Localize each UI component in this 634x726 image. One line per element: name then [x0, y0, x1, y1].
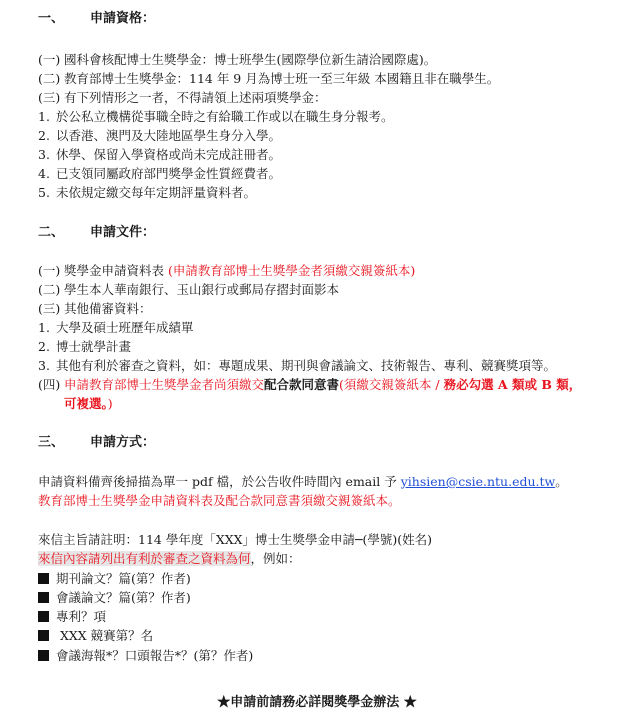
list-item: (三) 其他備審資料：	[38, 301, 152, 316]
list-item: 3. 休學、保留入學資格或尚未完成註冊者。	[38, 147, 282, 162]
list-item-matching-fund: (四) 申請教育部博士生獎學金者尚須繳交配合款同意書(須繳交親簽紙本 / 務必勾選 A 類或 B 類，	[38, 377, 582, 392]
list-item: 會議海報*？口頭報告*？(第？作者)	[38, 647, 253, 665]
list-item: 2. 以香港、澳門及大陸地區學生身分入學。	[38, 128, 282, 143]
list-item: 期刊論文？篇(第？作者)	[38, 570, 191, 588]
submission-instruction: 申請資料備齊後掃描為單一 pdf 檔，於公告收件時間內 email 予 yihsien@csie.ntu.edu.tw。	[38, 474, 568, 489]
list-item: 4. 已支領同屬政府部門獎學金性質經費者。	[38, 166, 282, 181]
signed-copy-note: (申請教育部博士生獎學金者須繳交親簽紙本)	[168, 263, 416, 278]
footer-reminder: ★申請前請務必詳閱獎學金辦法 ★	[217, 695, 417, 710]
list-item-continuation: 可複選。)	[64, 396, 113, 411]
section-number: 二、	[38, 225, 65, 240]
list-item: (二) 教育部博士生獎學金：114 年 9 月為博士班一至三年級 本國籍且非在職學生。	[38, 71, 500, 86]
square-bullet-icon	[38, 573, 49, 584]
list-item: 1. 大學及碩士班歷年成績單	[38, 320, 194, 335]
square-bullet-icon	[38, 630, 49, 641]
list-item: 3. 其他有利於審查之資料，如：專題成果、期刊與會議論文、技術報告、專利、競賽獎項等。	[38, 358, 557, 373]
section-heading-documents	[38, 224, 155, 242]
list-item: 專利？項	[38, 608, 106, 626]
section-heading-eligibility	[38, 10, 155, 28]
subject-instruction: 來信主旨請註明：114 學年度「XXX」博士生獎學金申請─(學號)(姓名)	[38, 532, 433, 547]
list-item: (一) 國科會核配博士生獎學金：博士班學生(國際學位新生請洽國際處)。	[38, 52, 437, 67]
list-item: XXX 競賽第？名	[38, 627, 153, 645]
list-item: (三) 有下列情形之一者，不得請領上述兩項獎學金：	[38, 90, 327, 105]
section-number: 一、	[38, 11, 65, 26]
section-title: 申請方式：	[90, 435, 156, 450]
square-bullet-icon	[38, 650, 49, 661]
signed-copy-notice: 教育部博士生獎學金申請資料表及配合款同意書須繳交親簽紙本。	[38, 493, 401, 508]
section-number: 三、	[38, 435, 65, 450]
section-heading-method	[38, 434, 155, 452]
list-item: 2. 博士就學計畫	[38, 339, 132, 354]
content-instruction: 來信內容請列出有利於審查之資料為何，例如：	[38, 551, 301, 566]
square-bullet-icon	[38, 611, 49, 622]
list-item: (一) 獎學金申請資料表 (申請教育部博士生獎學金者須繳交親簽紙本)	[38, 263, 416, 278]
section-title: 申請資格：	[90, 11, 156, 26]
list-item: 1. 於公私立機構從事職全時之有給職工作或以在職生身分報考。	[38, 109, 394, 124]
list-item: 5. 未依規定繳交每年定期評量資料者。	[38, 185, 257, 200]
square-bullet-icon	[38, 592, 49, 603]
highlighted-text: 來信內容請列出有利於審查之資料為何	[38, 551, 251, 566]
section-title: 申請文件：	[90, 225, 156, 240]
list-item: 會議論文？篇(第？作者)	[38, 589, 191, 607]
email-link[interactable]: yihsien@csie.ntu.edu.tw	[400, 474, 556, 489]
list-item: (二) 學生本人華南銀行、玉山銀行或郵局存摺封面影本	[38, 282, 340, 297]
